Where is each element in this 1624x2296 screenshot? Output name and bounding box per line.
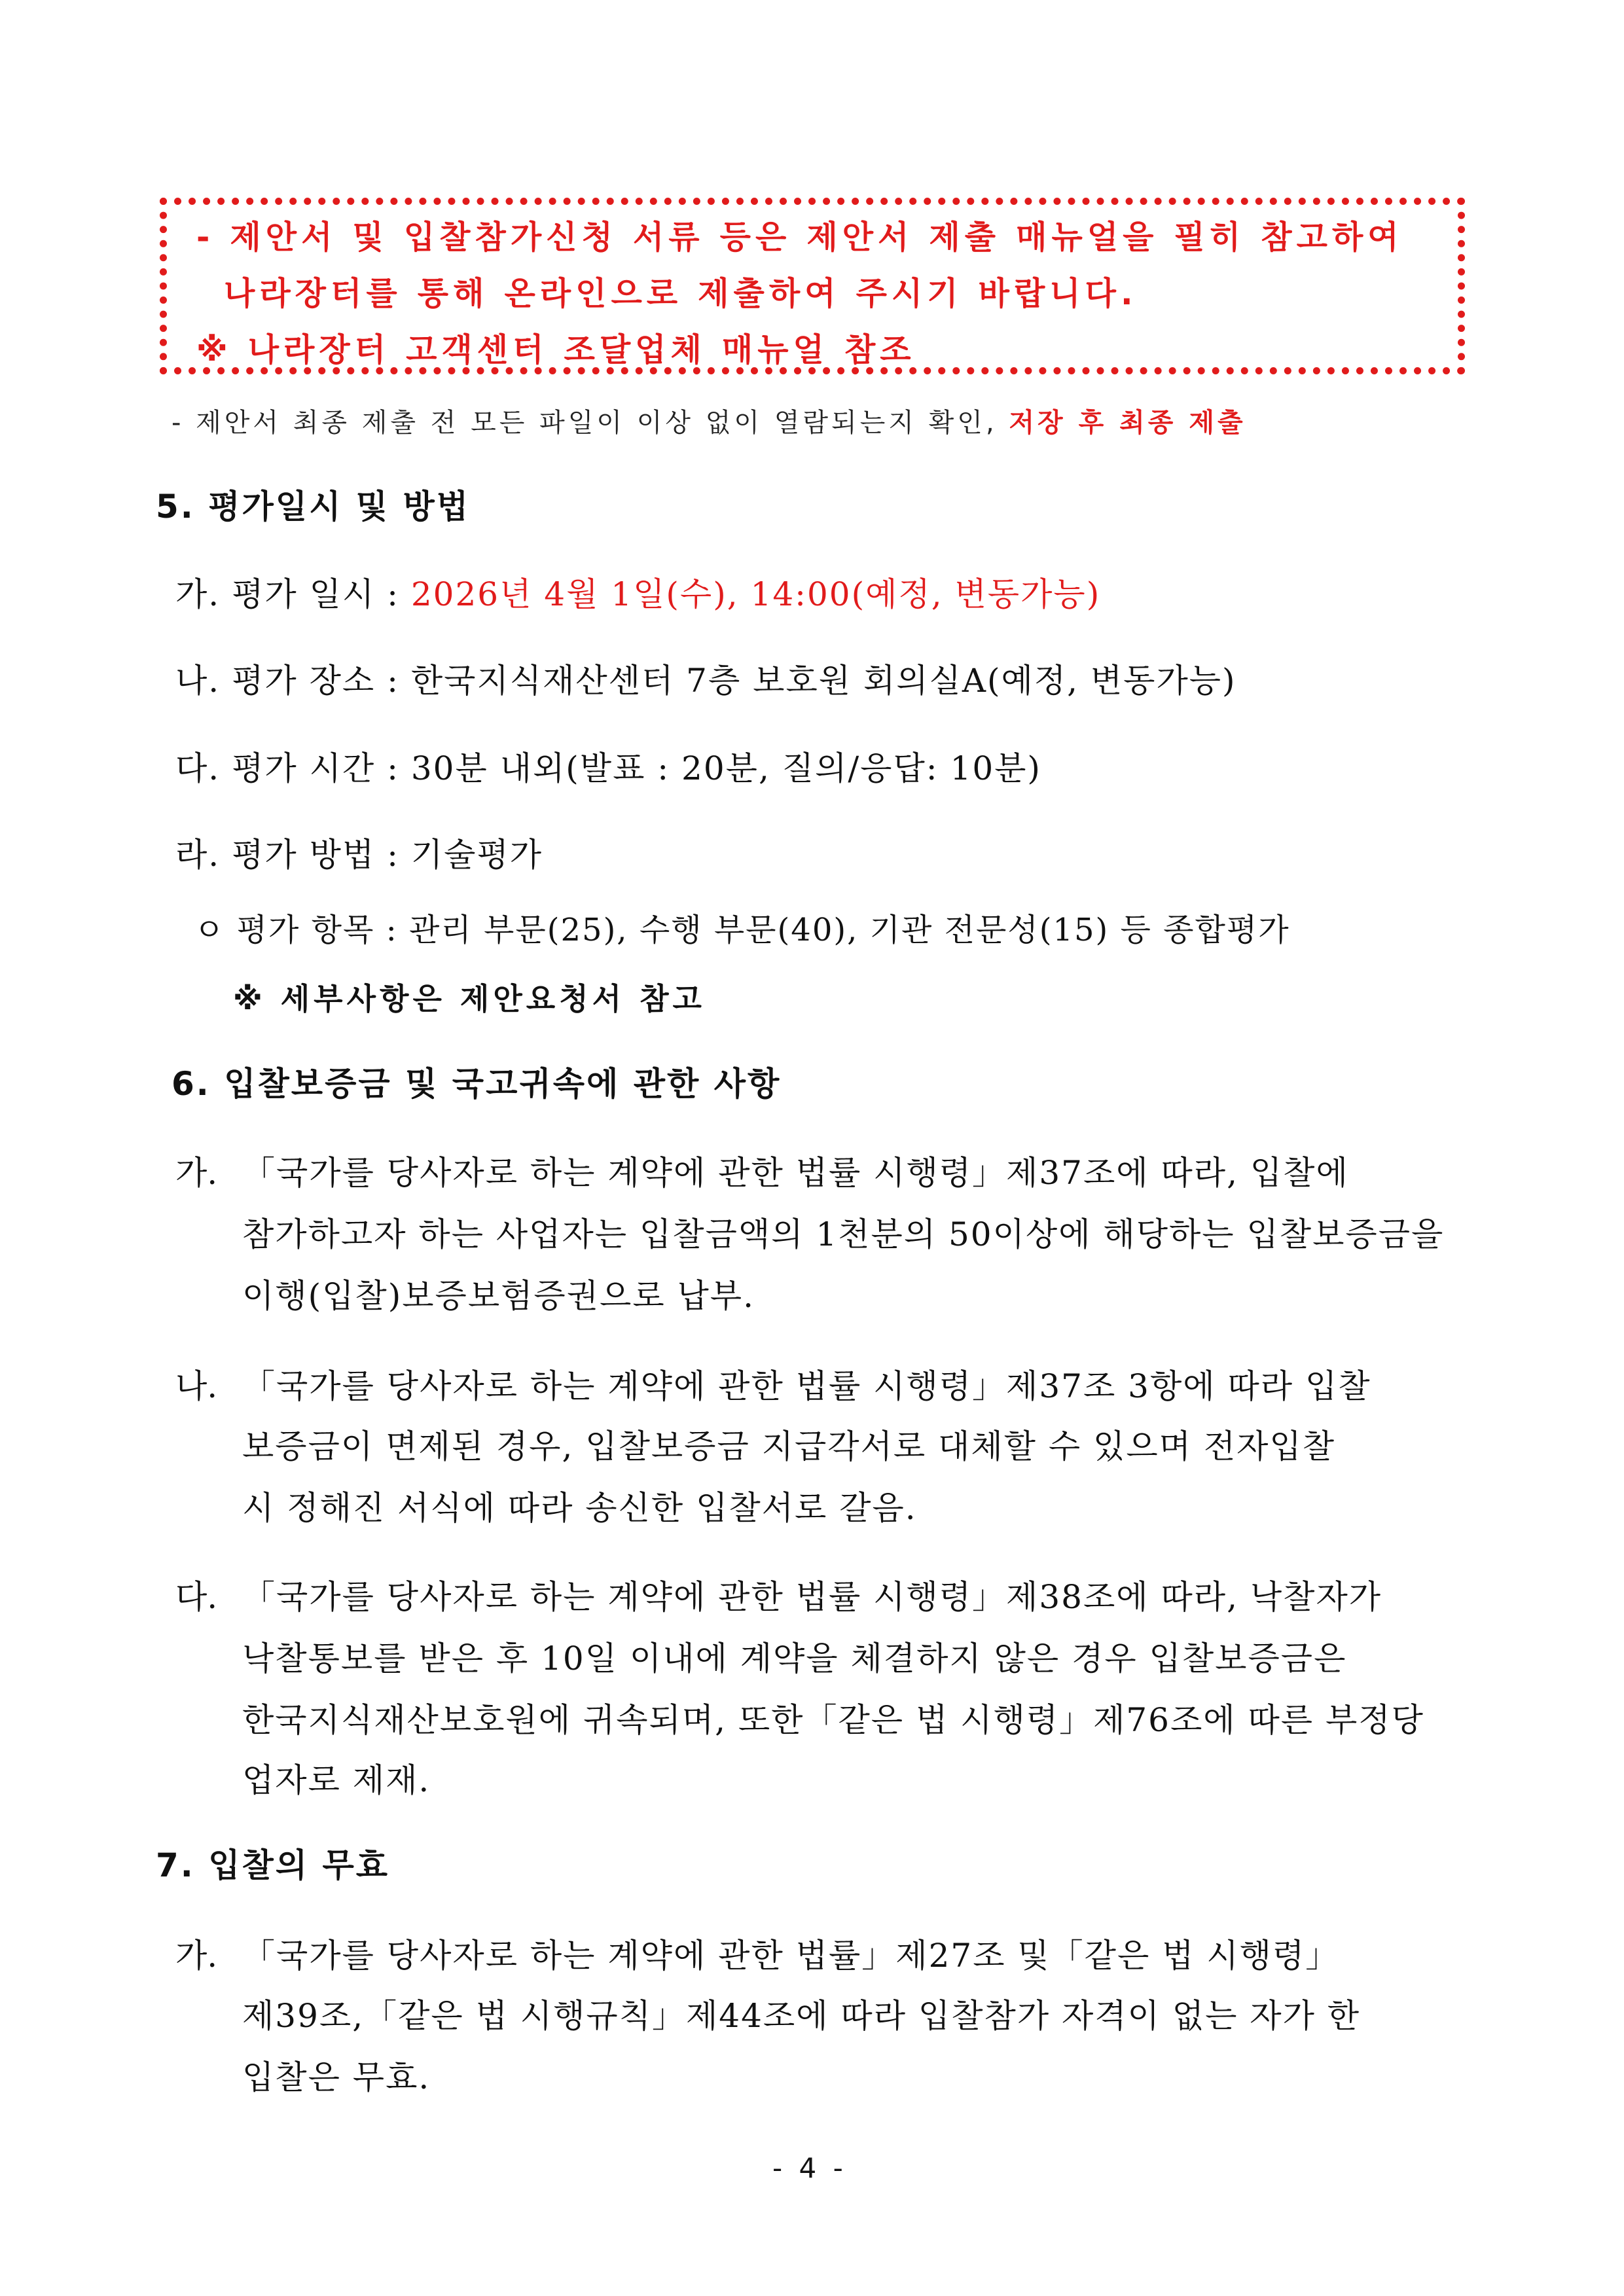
paragraph-line: 참가하고자 하는 사업자는 입찰금액의 1천분의 50이상에 해당하는 입찰보증금을 — [242, 1215, 1445, 1253]
paragraph-line: 이행(입찰)보증보험증권으로 납부. — [242, 1277, 755, 1315]
paragraph-line: 낙찰통보를 받은 후 10일 이내에 계약을 체결하지 않은 경우 입찰보증금은 — [242, 1640, 1347, 1677]
evaluation-place-value: 한국지식재산센터 7층 보호원 회의실A(예정, 변동가능) — [410, 662, 1236, 700]
item-marker: 가. — [175, 575, 221, 613]
evaluation-date-item — [175, 568, 1100, 615]
page-number: - 4 - — [772, 2152, 847, 2184]
section-7-title: 7. 입찰의 무효 — [156, 1846, 390, 1884]
paragraph-line: 한국지식재산보호원에 귀속되며, 또한「같은 법 시행령」제76조에 따른 부정당 — [242, 1701, 1424, 1739]
paragraph-line: 제39조,「같은 법 시행규칙」제44조에 따라 입찰참가 자격이 없는 자가 한 — [242, 1997, 1361, 2035]
item-label: 평가 일시 : — [232, 575, 399, 613]
final-submission-note — [171, 402, 1246, 439]
evaluation-date-value: 2026년 4월 1일(수), 14:00(예정, 변동가능) — [410, 575, 1101, 613]
item-marker: 다. — [175, 749, 221, 787]
paragraph-line: 「국가를 당사자로 하는 계약에 관한 법률」제27조 및「같은 법 시행령」 — [242, 1937, 1340, 1975]
evaluation-method-item — [175, 829, 543, 876]
section-6-title: 6. 입찰보증금 및 국고귀속에 관한 사항 — [171, 1065, 782, 1103]
notice-line-3: ※ 나라장터 고객센터 조달업체 매뉴얼 참조 — [196, 331, 916, 368]
paragraph-line: 보증금이 면제된 경우, 입찰보증금 지급각서로 대체할 수 있으며 전자입찰 — [242, 1427, 1336, 1465]
reference-note: ※ 세부사항은 제안요청서 참고 — [233, 981, 706, 1016]
final-note-text: - 제안서 최종 제출 전 모든 파일이 이상 없이 열람되는지 확인, — [171, 408, 998, 438]
evaluation-criteria-item: ㅇ 평가 항목 : 관리 부문(25), 수행 부문(40), 기관 전문성(15) 등 종합평가 — [194, 912, 1290, 948]
item-label: 평가 장소 : — [232, 662, 399, 700]
evaluation-method-value: 기술평가 — [410, 836, 543, 874]
paragraph-line: 「국가를 당사자로 하는 계약에 관한 법률 시행령」제38조에 따라, 낙찰자가 — [242, 1578, 1382, 1616]
paragraph-line: 시 정해진 서식에 따라 송신한 입찰서로 갈음. — [242, 1489, 917, 1527]
evaluation-time-item — [175, 742, 1041, 789]
item-marker: 나. — [175, 662, 221, 700]
section-5-title: 5. 평가일시 및 방법 — [156, 488, 471, 526]
paragraph-line: 「국가를 당사자로 하는 계약에 관한 법률 시행령」제37조 3항에 따라 입찰 — [242, 1367, 1371, 1405]
evaluation-time-value: 30분 내외(발표 : 20분, 질의/응답: 10분) — [410, 749, 1041, 787]
evaluation-place-item — [175, 655, 1236, 702]
notice-line-1: - 제안서 및 입찰참가신청 서류 등은 제안서 제출 매뉴얼을 필히 참고하여 — [196, 219, 1403, 256]
paragraph-line: 업자로 제재. — [242, 1761, 431, 1799]
paragraph-line: 「국가를 당사자로 하는 계약에 관한 법률 시행령」제37조에 따라, 입찰에 — [242, 1154, 1349, 1192]
paragraph-marker: 다. — [175, 1578, 218, 1616]
paragraph-marker: 가. — [175, 1154, 218, 1192]
paragraph-line: 입찰은 무효. — [242, 2058, 431, 2096]
paragraph-marker: 나. — [175, 1367, 218, 1405]
final-note-highlight: 저장 후 최종 제출 — [1009, 408, 1246, 438]
notice-line-2: 나라장터를 통해 온라인으로 제출하여 주시기 바랍니다. — [224, 275, 1138, 312]
item-label: 평가 방법 : — [232, 836, 399, 874]
item-label: 평가 시간 : — [232, 749, 399, 787]
item-marker: 라. — [175, 836, 221, 874]
paragraph-marker: 가. — [175, 1937, 218, 1975]
